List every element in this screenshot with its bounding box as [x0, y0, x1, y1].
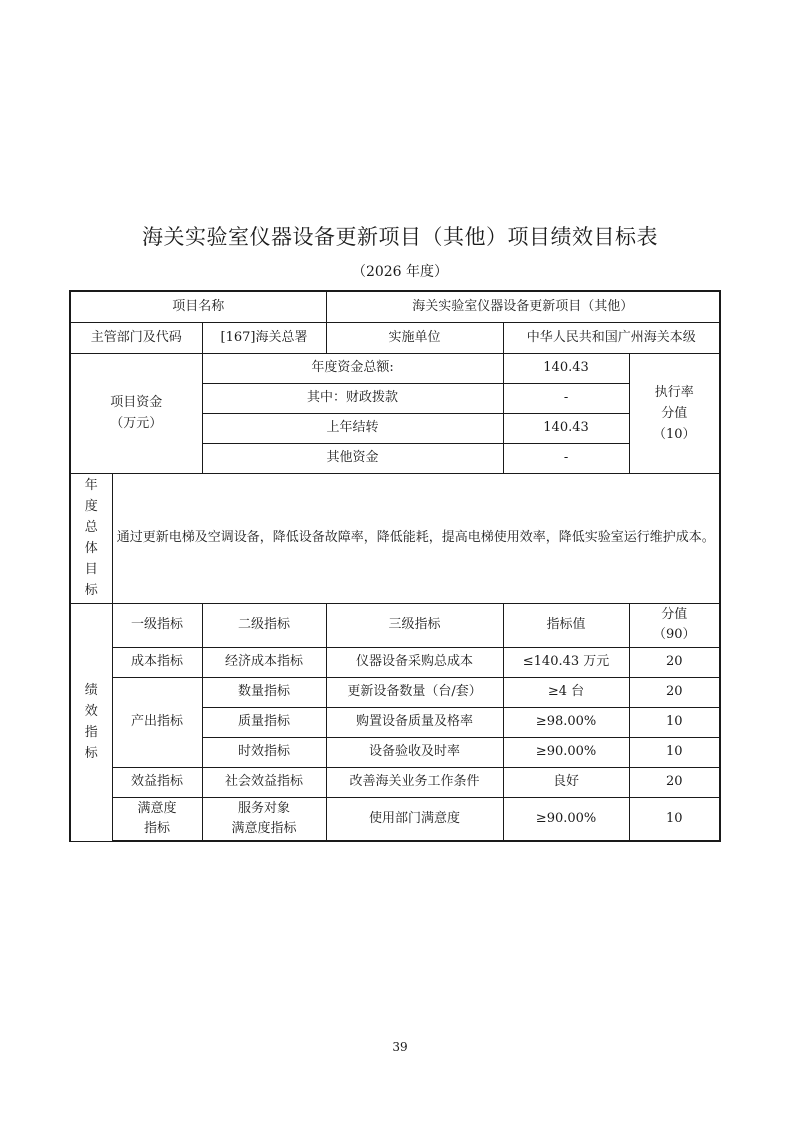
funds-row-value: 140.43 [503, 353, 629, 383]
indicator-header-row [70, 603, 720, 647]
indicators-section-label [70, 603, 112, 841]
target-cell: ≥90.00% [503, 797, 629, 841]
level1-cell: 产出指标 [112, 677, 202, 767]
level3-cell: 使用部门满意度 [326, 797, 503, 841]
level3-cell: 更新设备数量（台/套） [326, 677, 503, 707]
level2-cell [202, 797, 326, 841]
funds-row [70, 353, 720, 383]
execution-rate-cell [629, 353, 720, 473]
indicator-row [70, 677, 720, 707]
goal-label-char: 度 [84, 499, 98, 514]
performance-table [69, 290, 721, 842]
unit-label: 实施单位 [326, 322, 503, 353]
project-name-label: 项目名称 [70, 291, 326, 322]
header-target: 指标值 [503, 603, 629, 647]
execution-rate-line2: 分值 [661, 405, 688, 421]
score-cell: 10 [629, 707, 720, 737]
level1-line: 指标 [143, 820, 170, 836]
section-label-char: 效 [84, 704, 98, 719]
goal-label-char: 年 [84, 478, 98, 493]
score-cell: 10 [629, 797, 720, 841]
level1-cell: 效益指标 [112, 767, 202, 797]
score-cell: 10 [629, 737, 720, 767]
level1-cell: 成本指标 [112, 647, 202, 677]
funds-label [70, 353, 202, 473]
funds-row-value: 140.43 [503, 413, 629, 443]
level2-cell: 时效指标 [202, 737, 326, 767]
goal-label-char: 总 [84, 520, 98, 535]
department-label: 主管部门及代码 [70, 322, 202, 353]
section-label-char: 标 [84, 746, 98, 761]
goal-text: 通过更新电梯及空调设备，降低设备故障率，降低能耗，提高电梯使用效率，降低实验室运行维护成本。 [112, 473, 720, 603]
header-score [629, 603, 720, 647]
score-cell: 20 [629, 767, 720, 797]
level1-line: 满意度 [137, 800, 177, 816]
level2-cell: 质量指标 [202, 707, 326, 737]
unit-value: 中华人民共和国广州海关本级 [503, 322, 720, 353]
header-score-line2: （90） [653, 627, 696, 642]
execution-rate-line1: 执行率 [654, 384, 694, 400]
header-level2: 二级指标 [202, 603, 326, 647]
header-level1: 一级指标 [112, 603, 202, 647]
department-row [70, 322, 720, 353]
page-title: 海关实验室仪器设备更新项目（其他）项目绩效目标表 [142, 225, 658, 249]
execution-rate-line3: （10） [653, 426, 696, 442]
target-cell: ≥98.00% [503, 707, 629, 737]
target-cell: ≥4 台 [503, 677, 629, 707]
funds-row-label: 上年结转 [202, 413, 503, 443]
target-cell: ≥90.00% [503, 737, 629, 767]
level3-cell: 仪器设备采购总成本 [326, 647, 503, 677]
funds-label-line2: （万元） [110, 416, 163, 431]
header-level3: 三级指标 [326, 603, 503, 647]
goal-label [70, 473, 112, 603]
level2-line: 满意度指标 [231, 820, 297, 836]
level1-cell [112, 797, 202, 841]
indicator-row [70, 797, 720, 841]
project-name-value: 海关实验室仪器设备更新项目（其他） [326, 291, 720, 322]
funds-row-label: 其中：财政拨款 [202, 383, 503, 413]
level3-cell: 改善海关业务工作条件 [326, 767, 503, 797]
level2-cell: 社会效益指标 [202, 767, 326, 797]
indicator-row [70, 767, 720, 797]
funds-row-value: - [503, 383, 629, 413]
section-label-char: 指 [84, 725, 98, 740]
indicator-row [70, 647, 720, 677]
project-name-row [70, 291, 720, 322]
target-cell: ≤140.43 万元 [503, 647, 629, 677]
level2-cell: 经济成本指标 [202, 647, 326, 677]
level2-line: 服务对象 [238, 800, 291, 816]
funds-row-label: 其他资金 [202, 443, 503, 473]
page-number: 39 [392, 1040, 408, 1054]
level2-cell: 数量指标 [202, 677, 326, 707]
page-subtitle: （2026 年度） [351, 264, 449, 280]
goal-label-char: 标 [84, 583, 98, 598]
header-score-line1: 分值 [661, 607, 688, 622]
funds-row-label: 年度资金总额: [202, 353, 503, 383]
goal-row [70, 473, 720, 603]
goal-label-char: 体 [84, 541, 98, 556]
level3-cell: 设备验收及时率 [326, 737, 503, 767]
department-value: [167]海关总署 [202, 322, 326, 353]
funds-row-value: - [503, 443, 629, 473]
target-cell: 良好 [503, 767, 629, 797]
funds-label-line1: 项目资金 [110, 395, 163, 410]
section-label-char: 绩 [84, 683, 98, 698]
level3-cell: 购置设备质量及格率 [326, 707, 503, 737]
score-cell: 20 [629, 647, 720, 677]
goal-label-char: 目 [84, 562, 98, 577]
score-cell: 20 [629, 677, 720, 707]
